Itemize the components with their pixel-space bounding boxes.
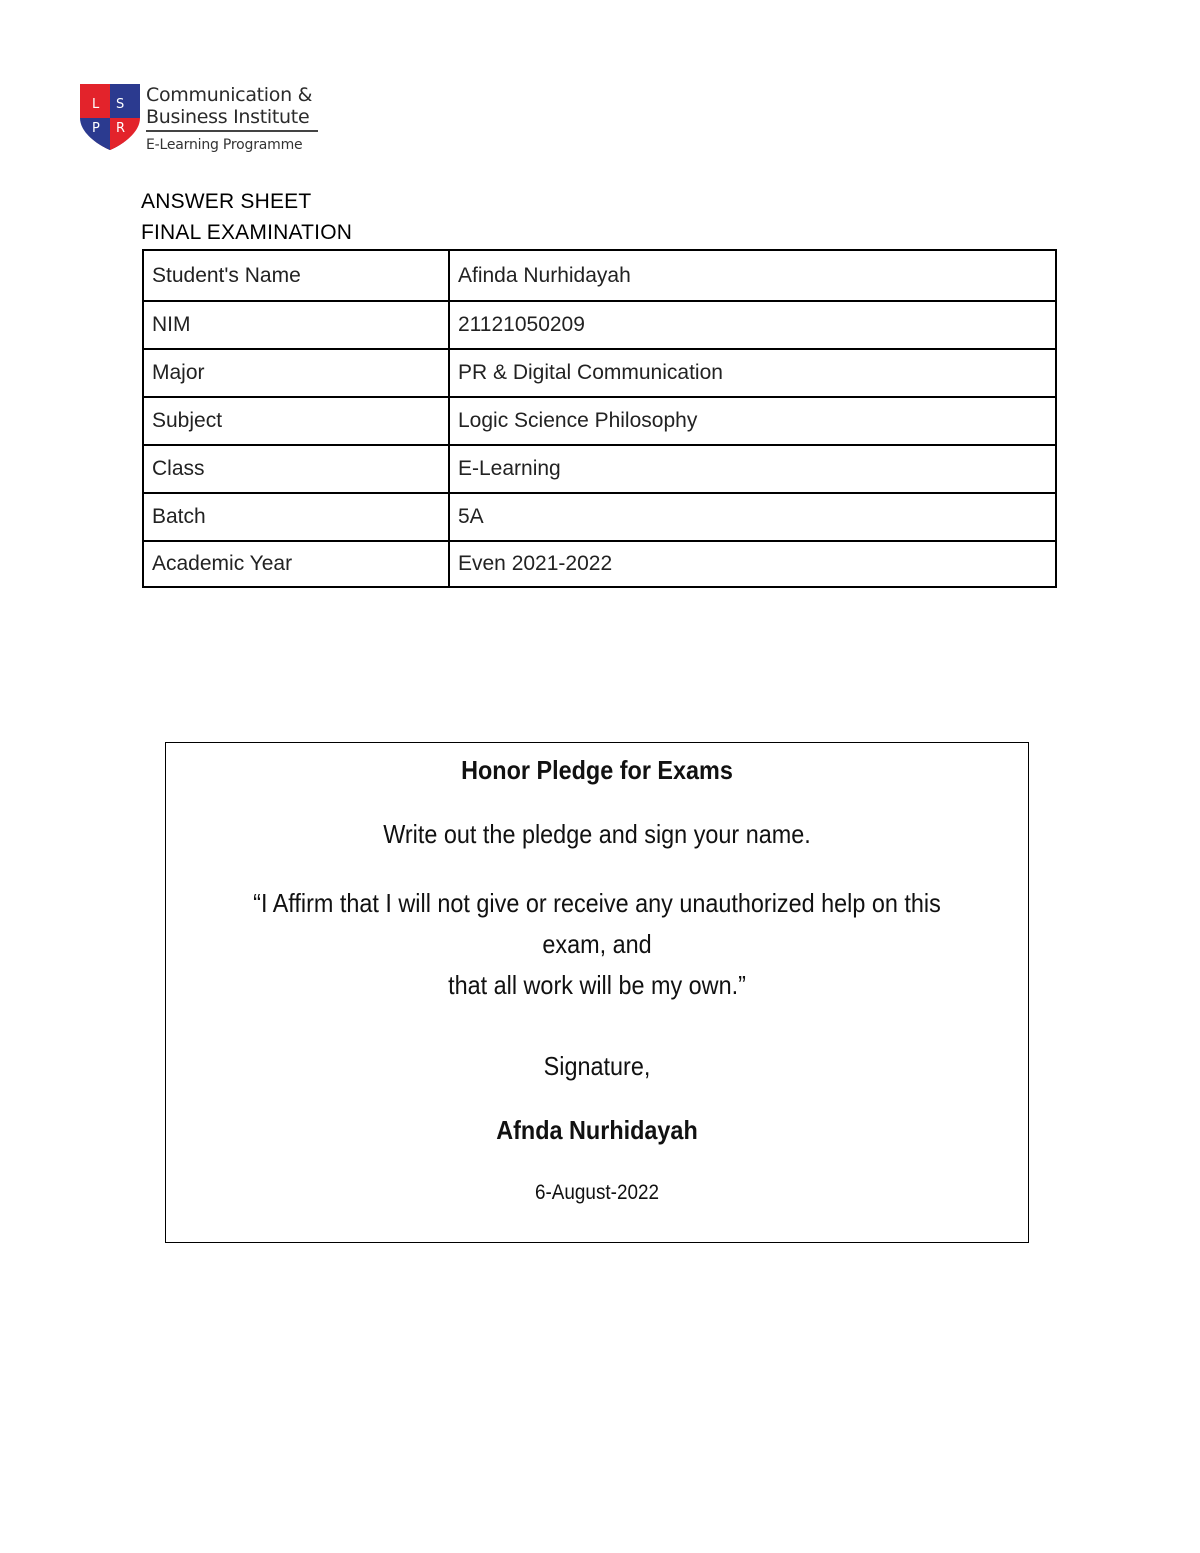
row-label-class: Class	[143, 445, 449, 493]
institute-logo	[78, 80, 338, 154]
final-examination-heading: FINAL EXAMINATION	[141, 221, 353, 244]
table-row	[143, 493, 1056, 541]
row-value-subject: Logic Science Philosophy	[449, 397, 1056, 445]
pledge-quote-line-1: “I Affirm that I will not give or receive any unauthorized help on this exam, and	[253, 888, 941, 959]
row-value-class: E-Learning	[449, 445, 1056, 493]
student-info-table	[142, 249, 1057, 588]
pledge-title: Honor Pledge for Exams	[461, 755, 733, 785]
pledge-date: 6-August-2022	[534, 1181, 659, 1204]
row-value-major: PR & Digital Communication	[449, 349, 1056, 397]
pledge-instruction: Write out the pledge and sign your name.	[383, 819, 811, 849]
honor-pledge-box	[165, 742, 1029, 1243]
signature-label: Signature,	[543, 1051, 651, 1081]
row-label-student-name: Student's Name	[143, 250, 449, 301]
row-value-batch: 5A	[449, 493, 1056, 541]
answer-sheet-heading: ANSWER SHEET	[141, 190, 312, 213]
logo-line-communication: Communication &	[146, 84, 313, 106]
row-label-nim: NIM	[143, 301, 449, 349]
logo-letter-l: L	[92, 97, 100, 112]
table-row	[143, 397, 1056, 445]
logo-letter-s: S	[116, 97, 125, 112]
table-row	[143, 445, 1056, 493]
logo-letter-p: P	[92, 121, 100, 136]
logo-line-e-learning: E-Learning Programme	[146, 137, 303, 153]
row-value-student-name: Afinda Nurhidayah	[449, 250, 1056, 301]
pledge-quote	[218, 883, 976, 1006]
row-label-subject: Subject	[143, 397, 449, 445]
pledge-quote-line-2: that all work will be my own.”	[448, 970, 746, 1000]
row-value-academic-year: Even 2021-2022	[449, 541, 1056, 587]
signatory-name: Afnda Nurhidayah	[496, 1115, 698, 1145]
table-row	[143, 301, 1056, 349]
table-row	[143, 541, 1056, 587]
row-value-nim: 21121050209	[449, 301, 1056, 349]
logo-divider	[146, 130, 318, 132]
logo-line-business-institute: Business Institute	[146, 106, 310, 128]
lspr-shield-icon	[78, 80, 142, 152]
row-label-batch: Batch	[143, 493, 449, 541]
logo-letter-r: R	[116, 121, 126, 136]
table-row	[143, 349, 1056, 397]
row-label-major: Major	[143, 349, 449, 397]
row-label-academic-year: Academic Year	[143, 541, 449, 587]
logo-wordmark	[146, 84, 336, 154]
table-row	[143, 250, 1056, 301]
